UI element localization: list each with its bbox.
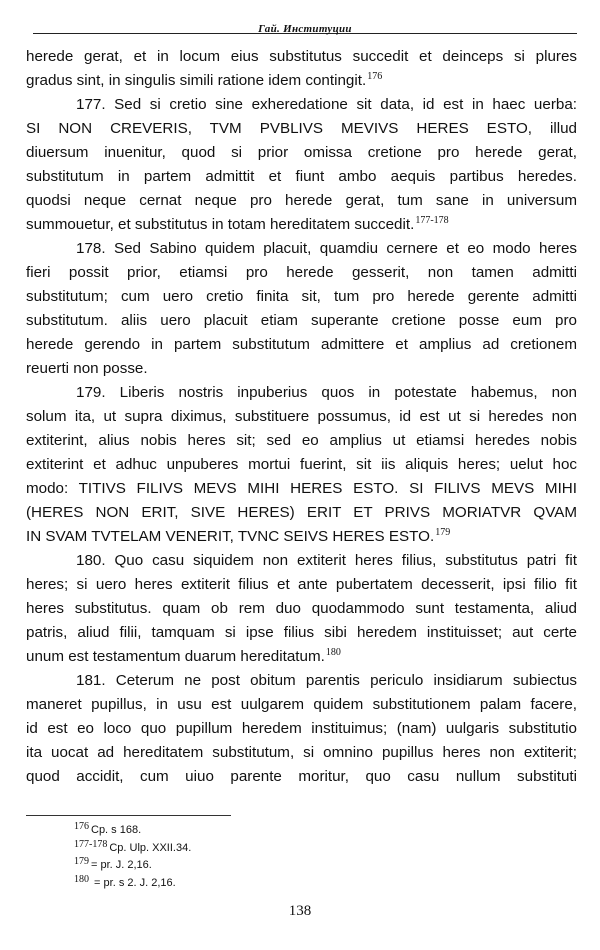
text-line-content: patris, aliud filii, tamquam si ipse filius sibi heredem instituisset; aut certe [26,624,577,641]
text-line-content: solum ita, ut supra diximus, substituere possumus, id est ut si heredes non [26,408,577,425]
text-line [26,477,577,501]
text-line-content: unum est testamentum duarum hereditatum. [26,648,325,665]
footnote-number: 179 [74,856,89,867]
footnote [73,875,191,893]
text-line [26,93,577,117]
footnote-text: Cp. Ulp. XXII.34. [109,841,192,854]
page-number: 138 [288,903,312,919]
text-line [26,621,577,645]
text-line [26,333,577,357]
text-line-content: diuersum inuenitur, quod si prior omissa cretione pro herede gerat, [26,144,577,161]
text-line-content: heres substitutus. quam ob rem duo quodammodo sunt testamenta, aliud [26,600,577,617]
body-text [26,45,577,789]
footnote-ref[interactable]: 176 [367,71,383,82]
text-line [26,693,577,717]
text-line [26,45,577,69]
text-line-content: 177. Sed si cretio sine exheredatione sit data, id est in haec uerba: [76,96,577,113]
text-line [26,117,577,141]
text-line-content: quodsi neque cernat neque pro herede gerat, tum sane in universum [26,192,577,209]
text-line-content: 181. Ceterum ne post obitum parentis periculo insidiarum subiectus [76,672,577,689]
text-line-content: 180. Quo casu siquidem non extiterit heres filius, substitutus patri fit [76,552,577,569]
text-line-content: 178. Sed Sabino quidem placuit, quamdiu cernere et eo modo heres [76,240,577,257]
text-line [26,261,577,285]
text-line-content: substitutum. aliis uero placuit etiam superante cretione posse eum pro [26,312,577,329]
text-line [26,213,577,237]
footnote [73,822,191,840]
footnote [73,840,191,858]
text-line [26,285,577,309]
text-line [26,669,577,693]
text-line [26,165,577,189]
text-line-content: modo: TITIVS FILIVS MEVS MIHI HERES ESTO. SI FILIVS MEVS MIHI [26,480,577,497]
footnote-ref[interactable]: 179 [435,527,451,538]
text-line [26,717,577,741]
text-line-content: reuerti non posse. [26,360,148,377]
text-line-content: quod accidit, cum uiuo parente moritur, quo casu nullum substituti [26,768,577,785]
text-line-content: substitutum in partem admittit et fiunt ambo aequis partibus heredes. [26,168,577,185]
text-line [26,765,577,789]
footnote-ref[interactable]: 177-178 [415,215,449,226]
footnote [73,857,191,875]
text-line-content: IN SVAM TVTELAM VENERIT, TVNC SEIVS HERES ESTO. [26,528,435,545]
text-line [26,189,577,213]
text-line [26,501,577,525]
text-line-content: substitutum; cum uero cretio finita sit, tum pro herede gerente admitti [26,288,577,305]
text-line-content: extiterint, alius nobis heres sit; sed eo amplius ut etiamsi heredes nobis [26,432,577,449]
text-line-content: ita uocat ad hereditatem substitutum, si omnino pupillus heres non extiterit; [26,744,577,761]
text-line-content: herede gerat, et in locum eius substitutus succedit et deinceps si plures [26,48,577,65]
text-line-content: SI NON CREVERIS, TVM PVBLIVS MEVIVS HERES ESTO, illud [26,120,577,137]
text-line [26,549,577,573]
text-line [26,405,577,429]
text-line [26,741,577,765]
text-line [26,573,577,597]
text-line [26,453,577,477]
footnote-ref[interactable]: 180 [325,647,341,658]
text-line-content: fieri possit prior, etiamsi pro herede gesserit, non tamen admitti [26,264,577,281]
text-line-content: herede gerendo in partem substitutum admittere et amplius ad cretionem [26,336,577,353]
footnote-text: = pr. s 2. J. 2,16. [91,876,176,889]
text-line [26,141,577,165]
text-line-content: extiterint et adhuc unpuberes mortui fuerint, sit iis aliquis heres; uelut hoc [26,456,577,473]
footnote-number: 177-178 [74,838,108,850]
footnote-text: = pr. J. 2,16. [91,859,152,871]
text-line-content: summouetur, et substitutus in totam hereditatem succedit. [26,216,415,233]
text-line-content: maneret pupillus, in usu est uulgarem quidem substitutionem palam facere, [26,696,577,713]
text-line [26,645,577,669]
text-line [26,429,577,453]
footnote-divider [26,815,231,816]
text-line [26,525,577,549]
footnotes [73,822,191,892]
text-line [26,309,577,333]
text-line-content: gradus sint, in singulis simili ratione idem contingit. [26,72,367,89]
text-line [26,237,577,261]
footnote-number: 176 [74,821,89,832]
text-line-content: heres; si uero heres extiterit filius et ante pubertatem decesserit, ipsi filio fit [26,576,577,593]
running-header [33,16,577,34]
text-line [26,69,577,93]
text-line [26,381,577,405]
text-line [26,597,577,621]
text-line [26,357,577,381]
footnote-number: 180 [74,873,89,885]
text-line-content: 179. Liberis nostris inpuberius quos in potestate habemus, non [76,384,577,401]
running-header-title: Гай. Институции [258,23,352,35]
footnote-text: Cp. s 168. [91,824,142,836]
text-line-content: id est eo loco quo pupillum heredem instituimus; (nam) uulgaris substitutio [26,720,577,737]
text-line-content: (HERES NON ERIT, SIVE HERES) ERIT ET PRIVS MORIATVR QVAM [26,504,577,521]
